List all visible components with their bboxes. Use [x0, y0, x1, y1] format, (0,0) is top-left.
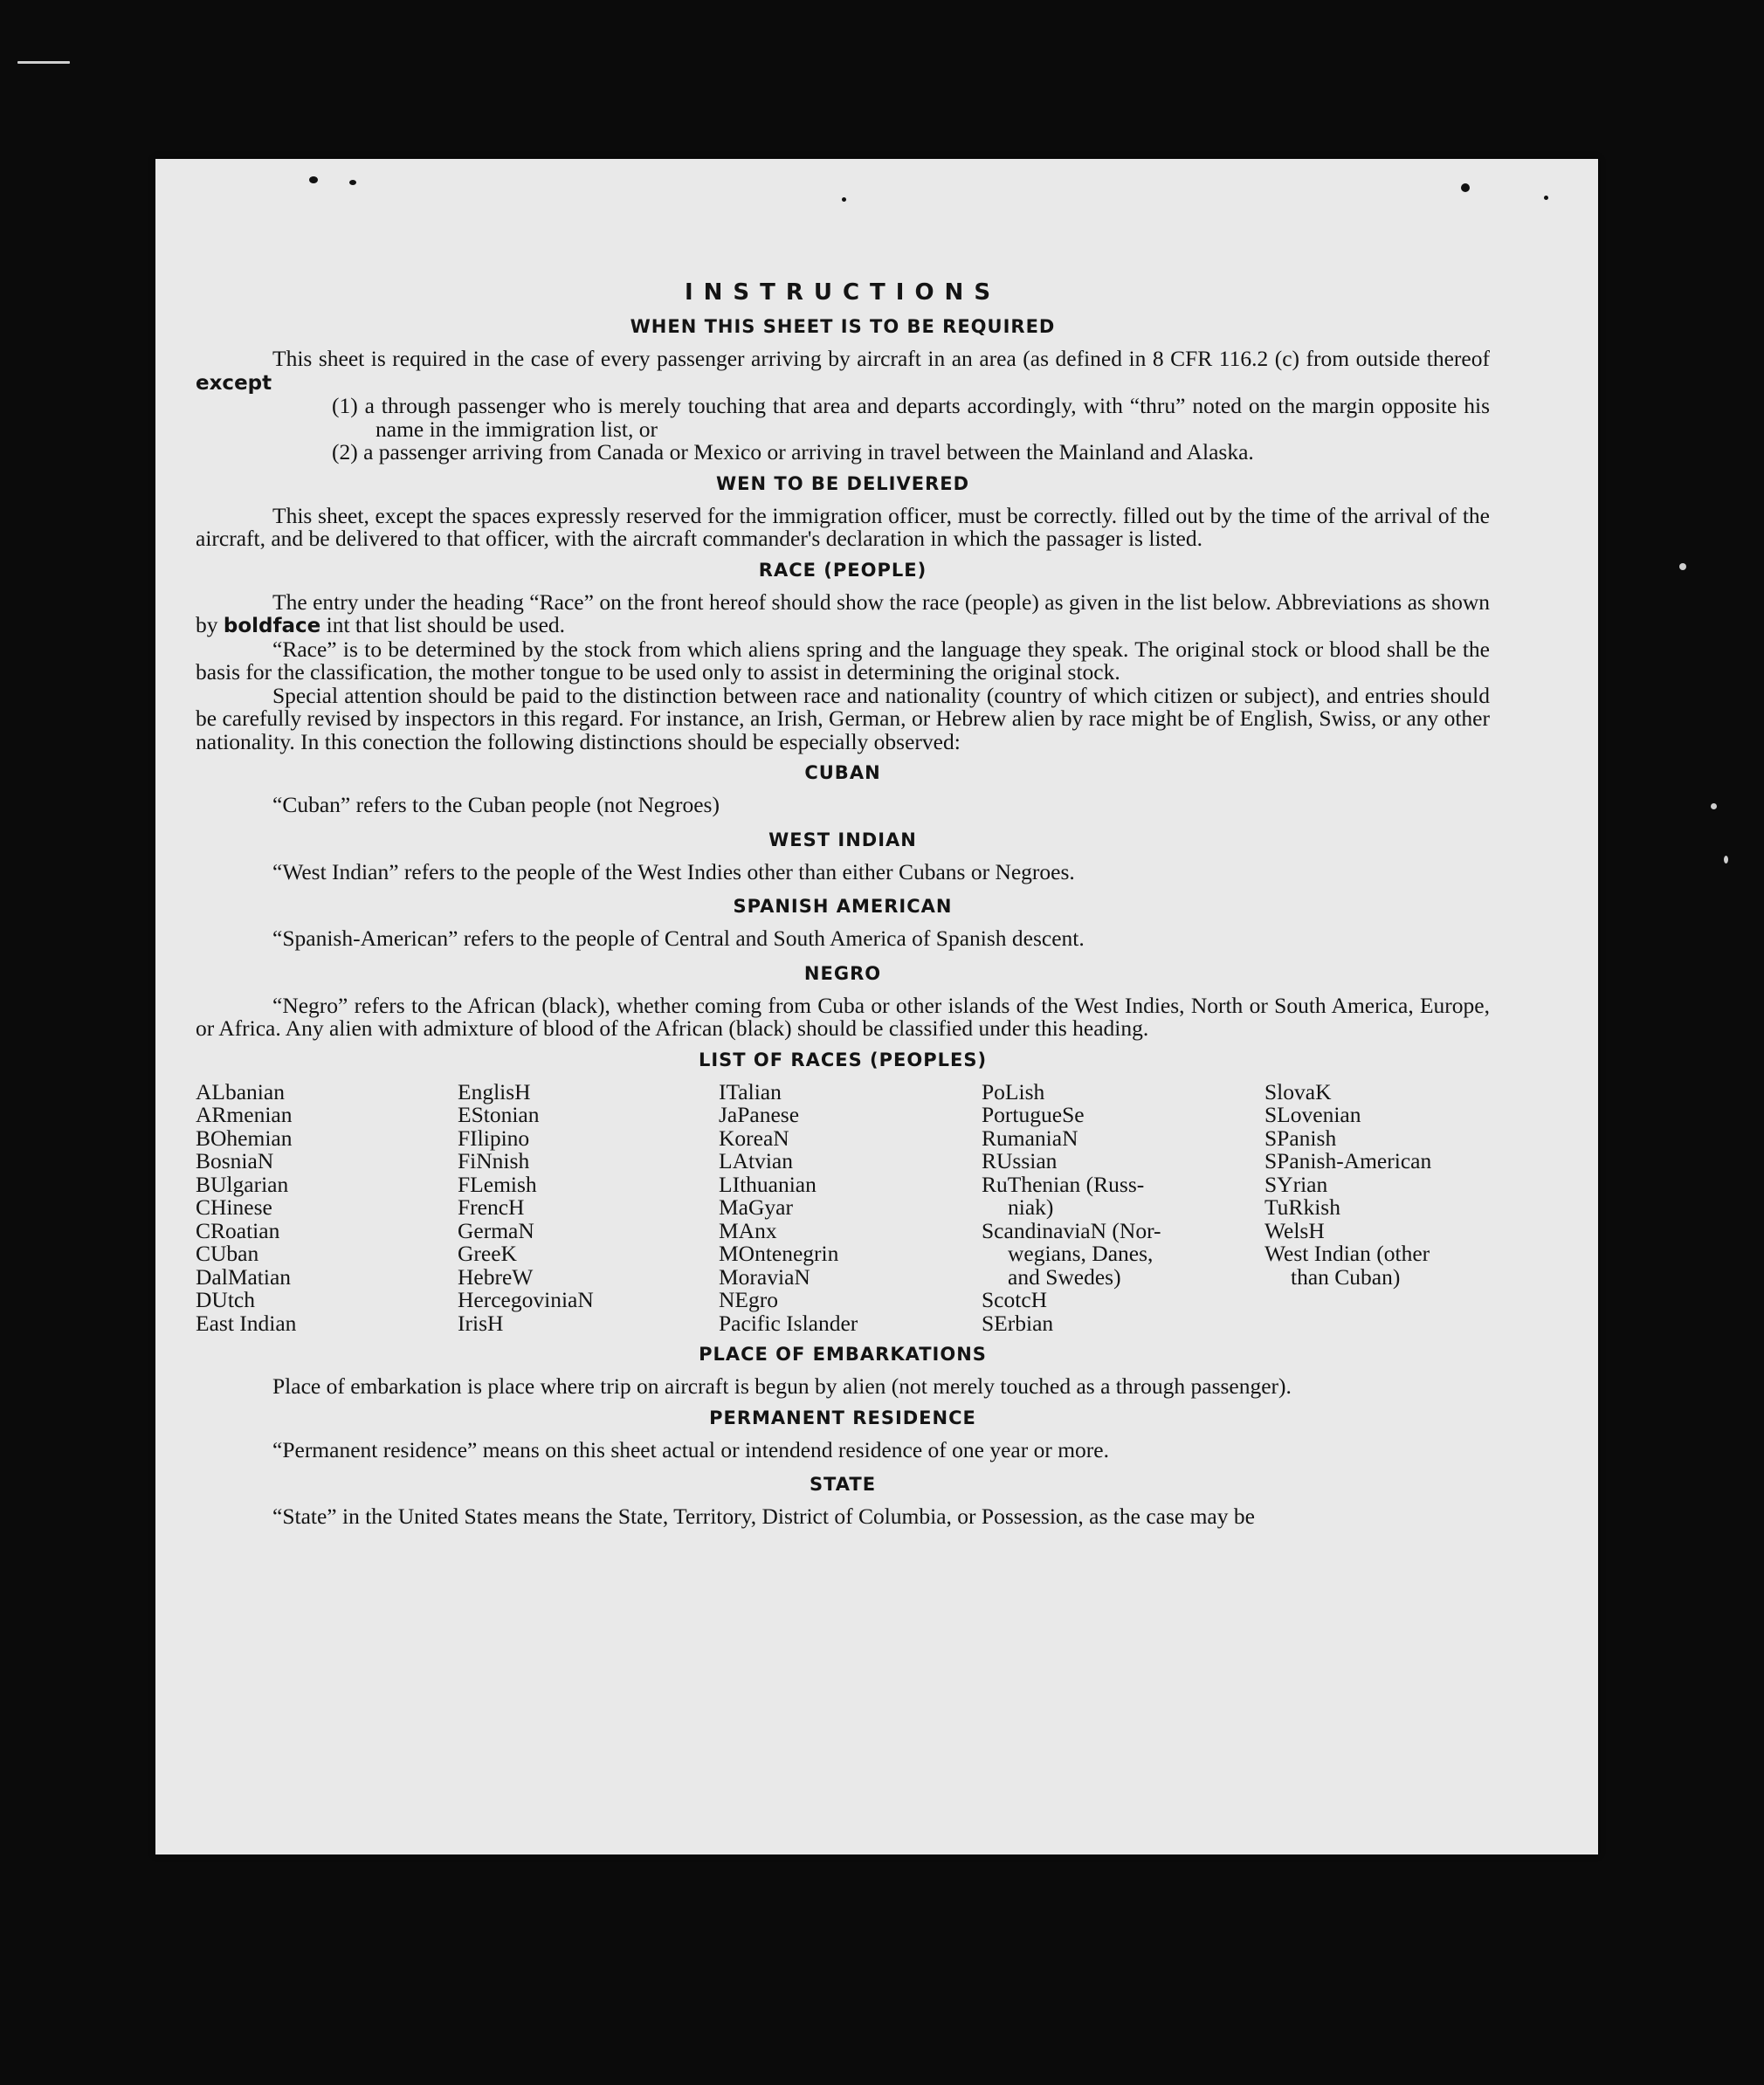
race-entry: FiNnish — [458, 1148, 530, 1173]
race-entry: NEgro — [719, 1287, 778, 1312]
race-paragraph-2: “Race” is to be determined by the stock from which aliens spring and the language they speak. The original stock or blood shall be the basis for the classification, the mother tongue to be used only to assist in determining the original stock. — [196, 636, 1490, 685]
heading-when-delivered: WEN TO BE DELIVERED — [715, 472, 970, 494]
race-entry: DalMatian — [196, 1263, 292, 1290]
instructions-content — [196, 279, 1490, 1541]
page-title: INSTRUCTIONS — [684, 279, 1002, 306]
embarkation-text: Place of embarkation is place where trip on aircraft is begun by alien (not merely touched as a through passenger). — [272, 1373, 1292, 1399]
race-entry: PortugueSe — [982, 1102, 1085, 1127]
exception-item-2: (2) a passenger arriving from Canada or Mexico or arriving in travel between the Mainland and Alaska. — [332, 439, 1254, 464]
race-entry: HercegoviniaN — [458, 1287, 594, 1312]
race-entry: CRoatian — [196, 1217, 280, 1243]
when-delivered-text: This sheet, except the spaces expressly reserved for the immigration officer, must be correctly. filled out by the time of the arrival of the aircraft, and be delivered to that officer, with the aircraft commander's declaration in which the passager is listed. — [196, 502, 1490, 551]
races-column-5 — [1264, 1078, 1490, 1336]
race-entry: RumaniaN — [982, 1125, 1078, 1151]
race-entry: FrencH — [458, 1194, 525, 1220]
races-column-3 — [719, 1078, 982, 1336]
races-column-1 — [196, 1078, 458, 1336]
race-entry: GreeK — [458, 1241, 517, 1266]
heading-list-of-races: LIST OF RACES (PEOPLES) — [698, 1049, 988, 1070]
race-entry: RuThenian (Russ- — [982, 1171, 1145, 1197]
state-text: “State” in the United States means the State, Territory, District of Columbia, or Possession, as the case may be — [272, 1504, 1255, 1529]
race-entry: MaGyar — [719, 1194, 793, 1220]
race-entry: BosniaN — [196, 1148, 274, 1173]
west-indian-text: “West Indian” refers to the people of the West Indies other than either Cubans or Negroes. — [272, 858, 1075, 884]
permanent-residence-text: “Permanent residence” means on this sheet actual or intendend residence of one year or more. — [272, 1436, 1109, 1462]
race-entry: ITalian — [719, 1078, 782, 1104]
heading-negro: NEGRO — [803, 962, 882, 984]
race-entry: MAnx — [719, 1217, 777, 1243]
heading-embarkation: PLACE OF EMBARKATIONS — [699, 1344, 987, 1365]
spanish-american-text: “Spanish-American” refers to the people of Central and South America of Spanish descent. — [272, 926, 1085, 951]
scan-speck — [309, 176, 318, 183]
race-entry: SlovaK — [1264, 1078, 1332, 1104]
race-entry: JaPanese — [719, 1102, 800, 1127]
races-column-4 — [982, 1078, 1264, 1336]
race-entry: FLemish — [458, 1171, 537, 1197]
race-entry: SYrian — [1264, 1171, 1328, 1197]
race-entry: MoraviaN — [719, 1263, 810, 1290]
race-entry-continued: niak) — [1008, 1194, 1054, 1220]
heading-west-indian: WEST INDIAN — [768, 829, 917, 850]
race-entry: SPanish-American — [1264, 1148, 1432, 1173]
race-entry: KoreaN — [719, 1125, 789, 1151]
scan-speck — [17, 61, 70, 64]
race-entry: IrisH — [458, 1310, 504, 1336]
race-entry: DUtch — [196, 1287, 255, 1312]
race-entry: BUlgarian — [196, 1171, 289, 1197]
race-entry: ScandinaviaN (Nor- — [982, 1217, 1161, 1243]
heading-state: STATE — [809, 1474, 877, 1495]
race-entry: ARmenian — [196, 1102, 293, 1127]
scan-speck — [349, 180, 356, 185]
instruction-sheet — [155, 159, 1598, 1854]
race-entry: ScotcH — [982, 1287, 1048, 1312]
boldface-emphasis: boldface — [223, 615, 321, 637]
race-entry: HebreW — [458, 1263, 534, 1290]
race-entry-continued: than Cuban) — [1291, 1263, 1401, 1290]
race-entry: ALbanian — [196, 1078, 285, 1104]
race-entry: SLovenian — [1264, 1102, 1361, 1127]
scan-speck — [842, 197, 846, 202]
except-emphasis: except — [196, 371, 272, 395]
race-paragraph-3: Special attention should be paid to the distinction between race and nationality (country of which citizen or subject), and entries should be carefully revised by inspectors in this regard. For instance, an Irish, German, or Hebrew alien by race might be of English, Swiss, or any other nationality. In this conection the following distinctions should be especially observed: — [196, 682, 1490, 754]
race-entry: BOhemian — [196, 1125, 293, 1151]
scan-speck — [1679, 563, 1686, 570]
when-required-intro: This sheet is required in the case of every passenger arriving by aircraft in an area (as defined in 8 CFR 116.2 (c) from outside thereof except — [196, 346, 1490, 395]
negro-text: “Negro” refers to the African (black), whether coming from Cuba or other islands of the West Indies, North or South America, Europe, or Africa. Any alien with admixture of blood of the African (black) should be classified under this heading. — [196, 992, 1490, 1041]
race-entry: RUssian — [982, 1148, 1058, 1173]
race-entry: CUban — [196, 1241, 259, 1266]
race-entry: EStonian — [458, 1102, 540, 1127]
race-entry: LIthuanian — [719, 1171, 817, 1197]
heading-cuban: CUBAN — [804, 762, 881, 783]
race-entry: FIlipino — [458, 1125, 530, 1151]
race-entry: SPanish — [1264, 1125, 1337, 1151]
heading-permanent-residence: PERMANENT RESIDENCE — [709, 1407, 976, 1428]
races-list — [196, 1078, 1490, 1336]
scan-speck — [1544, 196, 1548, 200]
race-entry: PoLish — [982, 1078, 1045, 1104]
race-entry: GermaN — [458, 1217, 534, 1243]
race-entry: East Indian — [196, 1310, 297, 1336]
heading-race: RACE (PEOPLE) — [758, 559, 927, 581]
heading-spanish-american: SPANISH AMERICAN — [733, 896, 953, 917]
scan-speck — [1461, 183, 1470, 192]
race-entry: LAtvian — [719, 1148, 793, 1173]
race-entry: MOntenegrin — [719, 1241, 839, 1266]
race-entry: Pacific Islander — [719, 1310, 858, 1336]
race-entry: SErbian — [982, 1310, 1054, 1336]
scan-speck — [1711, 803, 1717, 809]
exception-item-1: (1) a through passenger who is merely touching that area and departs accordingly, with “thru” noted on the margin opposite his name in the immigration list, or — [332, 393, 1490, 442]
scan-speck — [1724, 856, 1728, 864]
heading-when-required: WHEN THIS SHEET IS TO BE REQUIRED — [630, 316, 1056, 337]
race-paragraph-1: The entry under the heading “Race” on the front hereof should show the race (people) as given in the list below. Abbreviations as shown by boldface int that list should be used. — [196, 588, 1490, 637]
race-entry-continued: wegians, Danes, — [1008, 1241, 1154, 1266]
cuban-text: “Cuban” refers to the Cuban people (not Negroes) — [272, 792, 720, 817]
race-entry-continued: and Swedes) — [1008, 1263, 1121, 1290]
race-entry: EnglisH — [458, 1078, 531, 1104]
race-entry: WelsH — [1264, 1217, 1325, 1243]
races-column-2 — [458, 1078, 719, 1336]
race-entry: CHinese — [196, 1194, 272, 1220]
race-entry: TuRkish — [1264, 1194, 1340, 1220]
race-entry: West Indian (other — [1264, 1241, 1430, 1266]
